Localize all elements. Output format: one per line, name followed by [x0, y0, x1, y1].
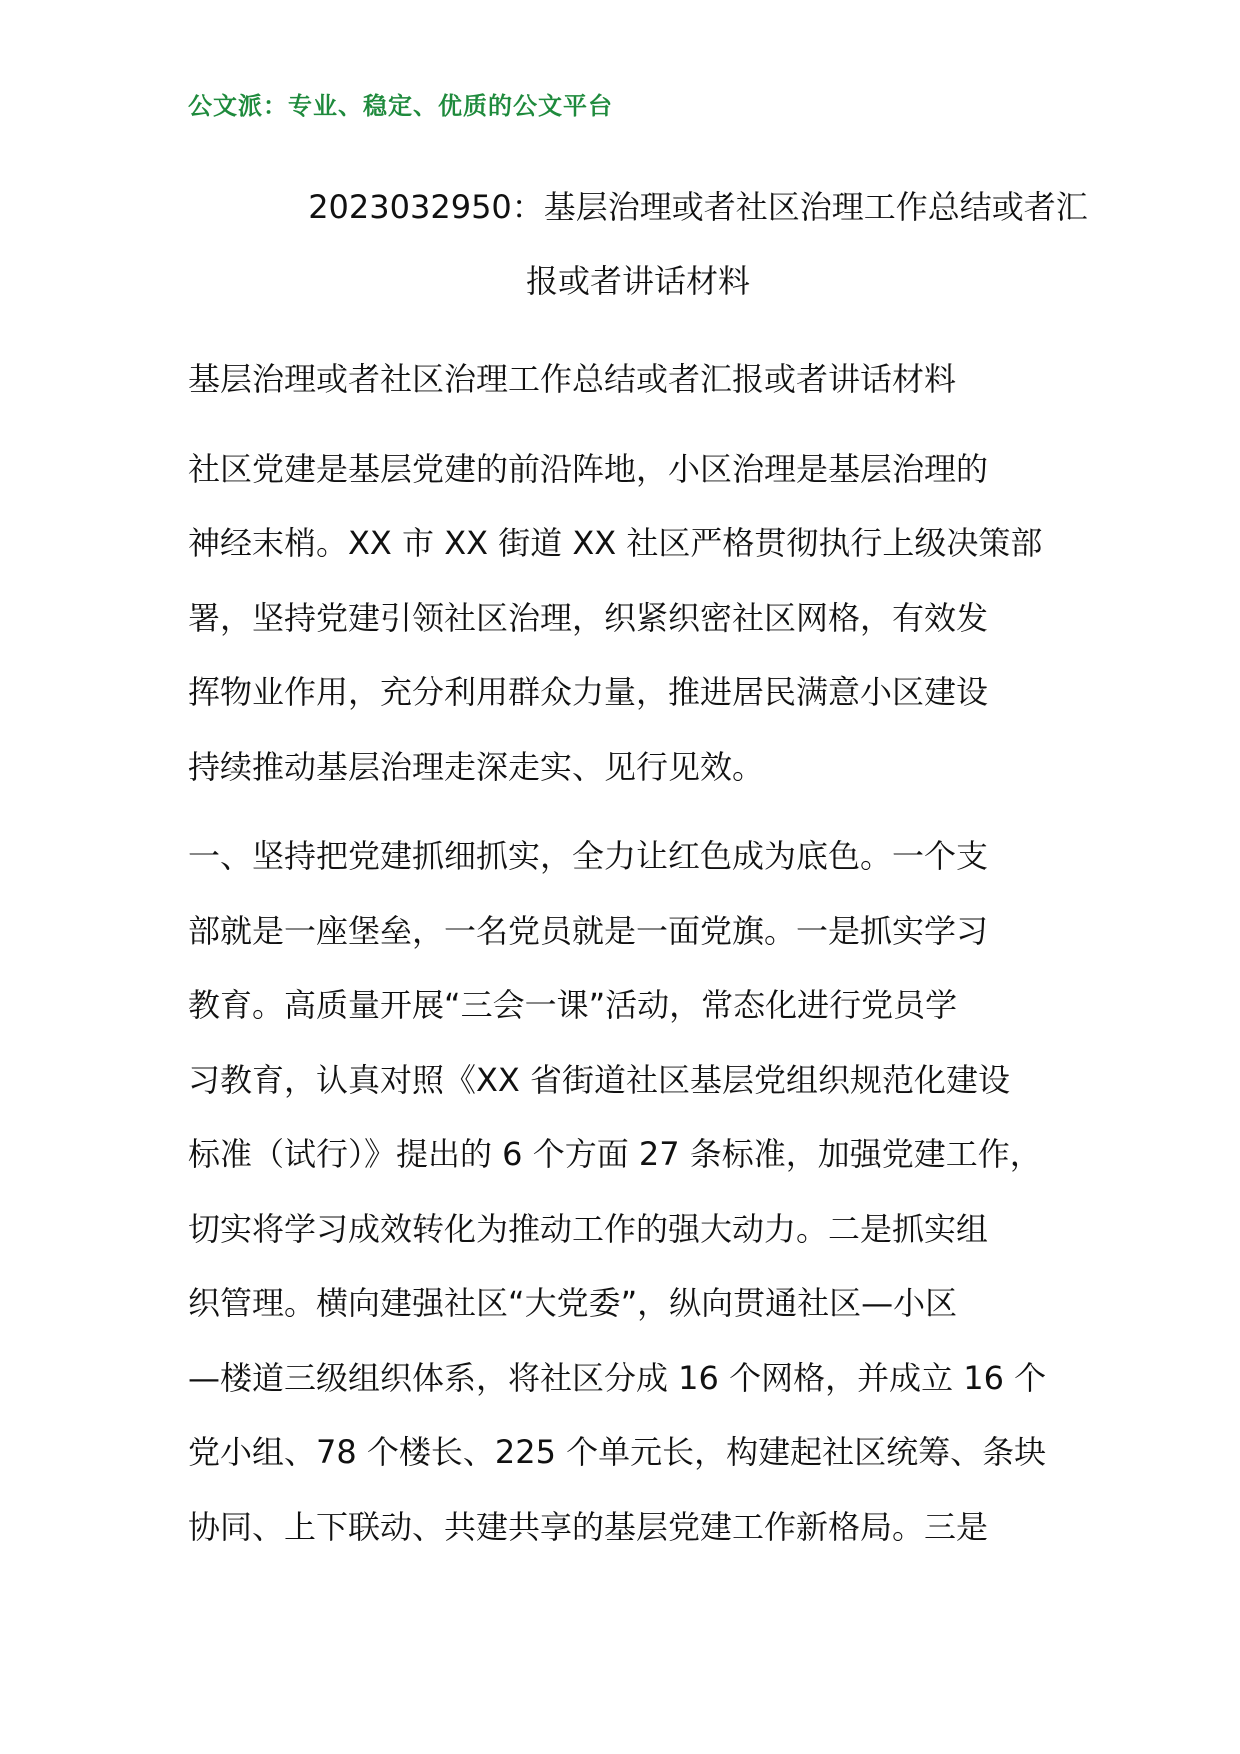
paragraph-line: 部就是一座堡垒，一名党员就是一面党旗。一是抓实学习	[188, 911, 989, 950]
paragraph-line: 署，坚持党建引领社区治理，织紧织密社区网格，有效发	[188, 598, 989, 637]
paragraph-line: 教育。高质量开展“三会一课”活动，常态化进行党员学	[188, 986, 958, 1024]
paragraph-line: 挥物业作用，充分利用群众力量，推进居民满意小区建设	[188, 673, 989, 711]
brand-header: 公文派：专业、稳定、优质的公文平台	[188, 91, 613, 120]
paragraph-line: 习教育，认真对照《XX 省街道社区基层党组织规范化建设	[188, 1060, 1011, 1099]
paragraph-line: 标准（试行）》提出的 6 个方面 27 条标准，加强党建工作，	[188, 1135, 1042, 1173]
paragraph-line: —楼道三级组织体系，将社区分成 16 个网格，并成立 16 个	[188, 1358, 1047, 1397]
paragraph-line: 切实将学习成效转化为推动工作的强大动力。二是抓实组	[188, 1209, 989, 1248]
title-line: 报或者讲话材料	[525, 262, 750, 300]
paragraph-line: 党小组、78 个楼长、225 个单元长，构建起社区统筹、条块	[188, 1433, 1047, 1471]
paragraph	[188, 432, 1088, 805]
paragraph-line: 一、坚持把党建抓细抓实，全力让红色成为底色。一个支	[188, 837, 989, 875]
paragraph-line: 神经末梢。XX 市 XX 街道 XX 社区严格贯彻执行上级决策部	[188, 524, 1043, 562]
paragraph-line: 持续推动基层治理走深走实、见行见效。	[188, 747, 765, 786]
title-line: 2023032950：基层治理或者社区治理工作总结或者汇	[308, 188, 1088, 226]
document-subtitle	[188, 342, 1088, 417]
paragraph-line: 织管理。横向建强社区“大党委”，纵向贯通社区—小区	[188, 1284, 958, 1322]
paragraph	[188, 819, 1088, 1564]
paragraph-line: 协同、上下联动、共建共享的基层党建工作新格局。三是	[188, 1507, 989, 1546]
document-body	[188, 342, 1088, 1579]
paragraph-line: 社区党建是基层党建的前沿阵地，小区治理是基层治理的	[188, 449, 989, 488]
document-title	[188, 170, 1088, 318]
subtitle-line: 基层治理或者社区治理工作总结或者汇报或者讲话材料	[188, 360, 957, 398]
